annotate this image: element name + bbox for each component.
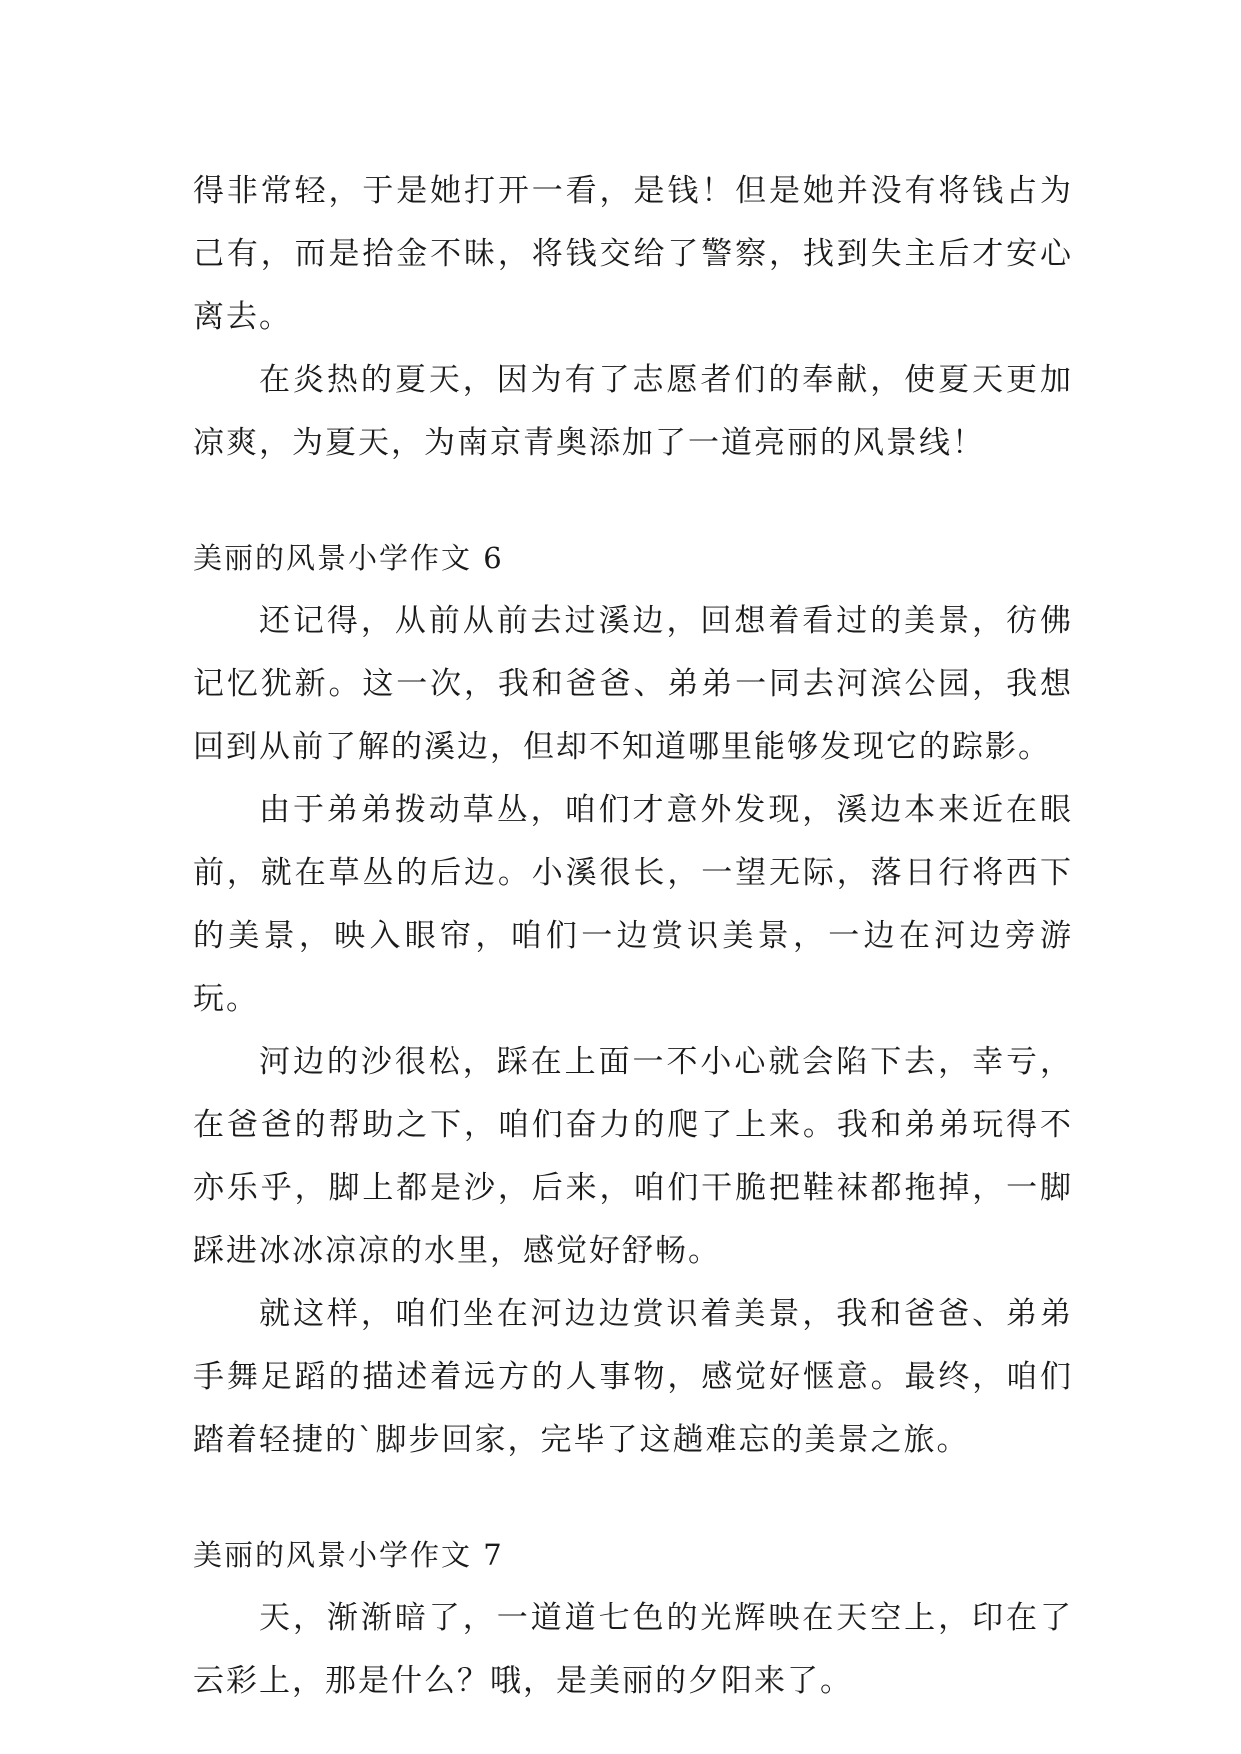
section-gap xyxy=(193,1472,1073,1524)
paragraph-sand-play: 河边的沙很松，踩在上面一不小心就会陷下去，幸亏，在爸爸的帮助之下，咱们奋力的爬了上来。我和弟弟玩得不亦乐乎，脚上都是沙，后来，咱们干脆把鞋袜都拖掉，一脚踩进冰冰凉凉的水里，感觉好舒畅。 xyxy=(193,1044,1073,1269)
paragraph-summer-volunteers: 在炎热的夏天，因为有了志愿者们的奉献，使夏天更加凉爽，为夏天，为南京青奥添加了一道亮丽的风景线！ xyxy=(193,362,1073,461)
paragraph-sunset: 天，渐渐暗了，一道道七色的光辉映在天空上，印在了云彩上，那是什么？哦，是美丽的夕阳来了。 xyxy=(193,1600,1073,1699)
paragraph-stream-memory: 还记得，从前从前去过溪边，回想着看过的美景，彷佛记忆犹新。这一次，我和爸爸、弟弟一同去河滨公园，我想回到从前了解的溪边，但却不知道哪里能够发现它的踪影。 xyxy=(193,603,1073,765)
paragraph-continued: 得非常轻，于是她打开一看，是钱！但是她并没有将钱占为己有，而是拾金不昧，将钱交给了警察，找到失主后才安心离去。 xyxy=(193,173,1073,335)
section-heading-6: 美丽的风景小学作文 6 xyxy=(193,541,504,575)
document-body xyxy=(193,160,1073,1713)
section-heading-7: 美丽的风景小学作文 7 xyxy=(193,1538,504,1572)
section-gap xyxy=(193,475,1073,527)
paragraph-go-home: 就这样，咱们坐在河边边赏识着美景，我和爸爸、弟弟手舞足蹈的描述着远方的人事物，感觉好惬意。最终，咱们踏着轻捷的`脚步回家，完毕了这趟难忘的美景之旅。 xyxy=(193,1296,1073,1458)
paragraph-discover-stream: 由于弟弟拨动草丛，咱们才意外发现，溪边本来近在眼前，就在草丛的后边。小溪很长，一望无际，落日行将西下的美景，映入眼帘，咱们一边赏识美景，一边在河边旁游玩。 xyxy=(193,792,1073,1017)
